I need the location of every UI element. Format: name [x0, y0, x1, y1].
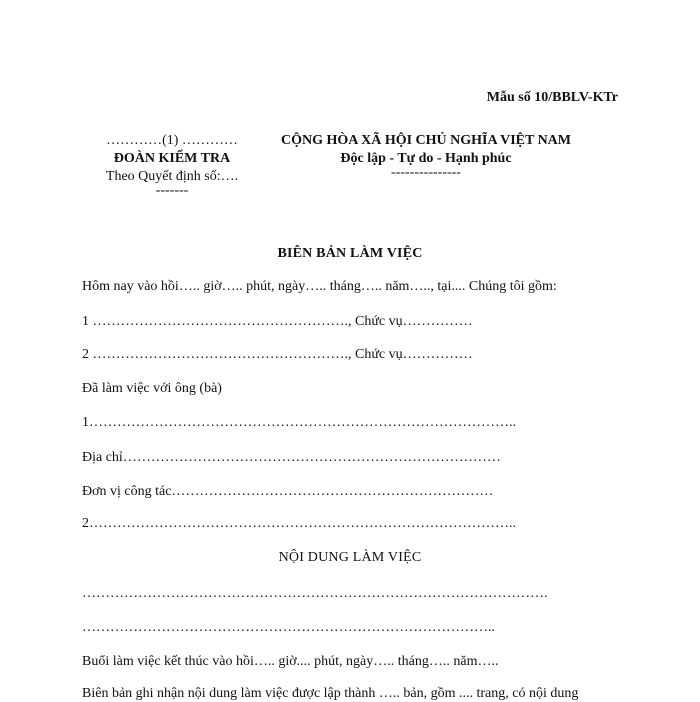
country-name: CỘNG HÒA XÃ HỘI CHỦ NGHĨA VIỆT NAM: [280, 133, 571, 148]
workplace-line: Đơn vị công tác……………………………………………………………: [82, 484, 494, 499]
end-time-line: Buổi làm việc kết thúc vào hồi….. giờ.... phút, ngày….. tháng….. năm…..: [82, 654, 499, 669]
right-header-divider: ---------------: [391, 165, 461, 180]
left-header-divider: -------: [155, 183, 189, 198]
member-line-1: 1 ………………………………………………., Chức vụ……………: [82, 314, 473, 329]
copies-line: Biên bản ghi nhận nội dung làm việc được lập thành ….. bản, gồm .... trang, có nội dung: [82, 686, 579, 701]
member-line-2: 2 ………………………………………………., Chức vụ……………: [82, 347, 473, 362]
worked-with-line: Đã làm việc với ông (bà): [82, 381, 222, 396]
content-section-title: NỘI DUNG LÀM VIỆC: [278, 550, 422, 565]
content-line-2: ……………………………………………………………………………..: [82, 620, 495, 635]
form-code: Mẫu số 10/BBLV-KTr: [486, 90, 618, 105]
inspection-team-name: ĐOÀN KIỂM TRA: [113, 151, 231, 166]
content-line-1: ……………………………………………………………………………………….: [82, 586, 548, 601]
address-line: Địa chỉ………………………………………………………………………: [82, 450, 501, 465]
national-motto: Độc lập - Tự do - Hạnh phúc: [340, 151, 512, 166]
person-line-2: 2………………………………………………………………………………..: [82, 516, 516, 531]
inspection-team-header: [82, 132, 262, 196]
document-title: BIÊN BẢN LÀM VIỆC: [277, 246, 423, 261]
intro-line: Hôm nay vào hồi….. giờ….. phút, ngày….. tháng….. năm….., tại.... Chúng tôi gồm:: [82, 279, 557, 294]
decision-number: Theo Quyết định số:….: [105, 169, 239, 184]
national-header: [262, 132, 590, 178]
person-line-1: 1………………………………………………………………………………..: [82, 415, 516, 430]
agency-placeholder: …………(1) …………: [106, 133, 238, 148]
